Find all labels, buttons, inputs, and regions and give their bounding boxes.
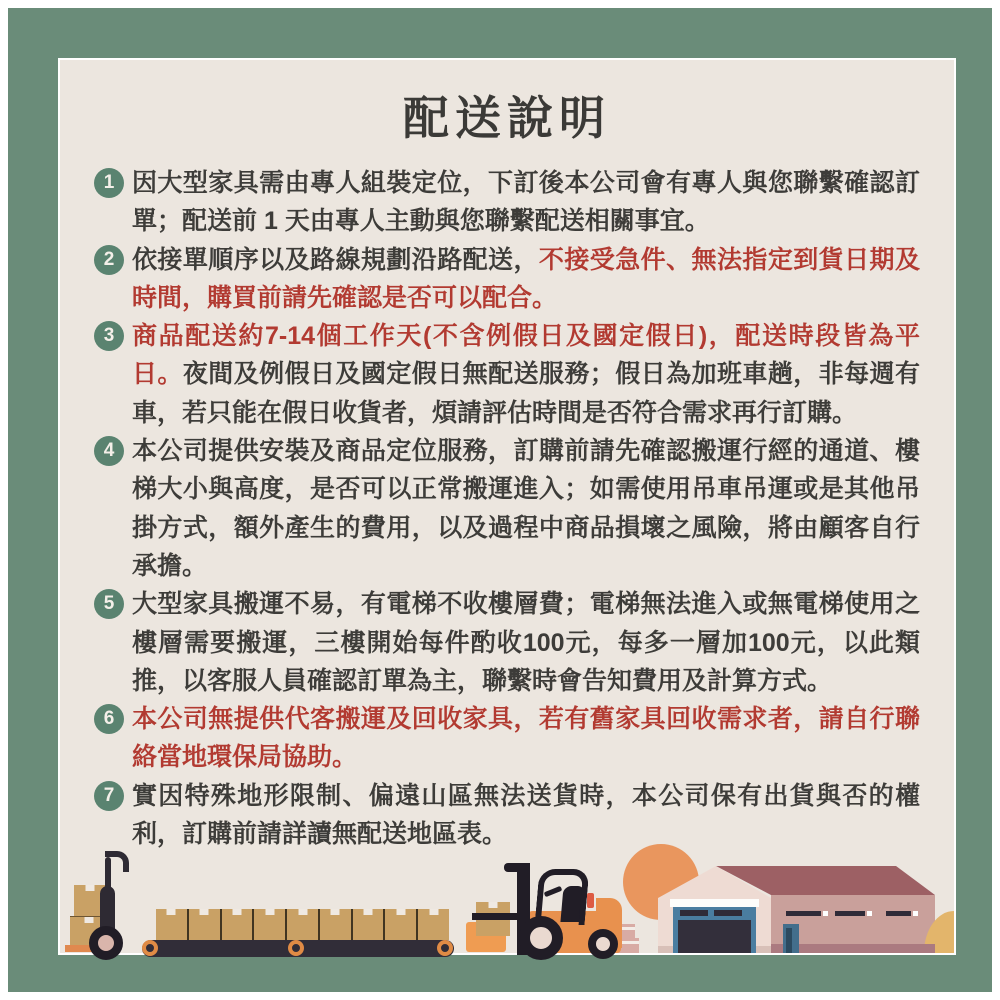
cardboard-box-icon [254,909,287,940]
cardboard-box-icon [189,909,222,940]
cardboard-box-icon [222,909,255,940]
forklift-fork [472,913,524,920]
box-flap [232,909,241,915]
gable-base [755,946,771,953]
box-flap [265,909,274,915]
note-text-segment: 大型家具搬運不易，有電梯不收樓層費；電梯無法進入或無電梯使用之樓層需要搬運，三樓開始每件酌收100元，每多一層加100元，以此類推，以客服人員確認訂單為主，聯繫時會告知費用及計算方式。 [132,590,920,695]
delivery-note-item [94,700,920,777]
forklift-body [525,911,621,953]
hand-truck-toe-plate [65,945,110,952]
delivery-note-item [94,777,920,854]
cardboard-box-icon [418,909,449,940]
orange-box-icon [466,922,506,952]
delivery-note-item [94,585,920,700]
warehouse-window-icon [786,911,821,916]
delivery-note-item [94,241,920,318]
box-flap [489,902,498,908]
warehouse-window-icon [886,911,911,916]
note-text-segment: 實因特殊地形限制、偏遠山區無法送貨時，本公司保有出貨與否的權利，訂購前請詳讀無配送地區表。 [132,781,920,849]
warehouse-roof [716,866,935,895]
page-title: 配送說明 [403,92,611,144]
cardboard-box-icon [476,902,510,936]
note-text [132,585,920,700]
hand-truck-wheel-icon [89,926,123,960]
warehouse-front-gable [658,866,771,953]
cardboard-box-icon [320,909,353,940]
cardboard-box-icon [156,909,189,940]
forklift-rear-body [596,898,622,948]
forklift-steering-wheel-icon [544,886,563,897]
delivery-note-item [94,164,920,241]
garage-beam [670,899,759,907]
box-flap [364,909,373,915]
forklift-mast-cap [504,863,530,872]
box-flap [167,909,176,915]
item-number-badge: 4 [94,436,124,466]
parcel-box-icon [612,938,639,953]
conveyor-roller-icon [288,940,304,956]
note-text-segment: 不接受急件、無法指定到貨日期及時間，購買前請先確認是否可以配合。 [132,245,920,312]
note-text-segment: 夜間及例假日及國定假日無配送服務；假日為加班車趟，非每週有車，若只能在假日收貨者，煩請評估時間是否符合需求再行訂購。 [132,360,920,427]
box-flap [200,909,209,915]
box-flap [86,885,95,891]
warehouse-window-dot [823,911,828,916]
conveyor-box-row [156,909,449,940]
parcel-tape [612,941,639,944]
note-text [132,777,920,854]
conveyor-belt [142,940,454,957]
cardboard-box-icon [385,909,418,940]
sun-icon [623,844,699,920]
note-text [132,164,920,241]
garage-vent-icon [714,910,742,916]
item-number-badge: 6 [94,704,124,734]
delivery-notes-list [94,164,920,853]
box-flap [85,917,94,923]
garage-vent-icon [680,910,708,916]
cardboard-box-icon [287,909,320,940]
box-flap [396,909,405,915]
conveyor-roller-icon [437,940,453,956]
hand-truck-bar [105,857,111,949]
garage-door-frame [673,907,756,953]
note-text [132,700,920,777]
forklift-front-wheel-icon [519,916,563,960]
warehouse-side-door-icon [783,924,799,953]
warehouse-window-dot [913,911,918,916]
warehouse-window-dot [867,911,872,916]
note-text-segment: 依接單順序以及路線規劃沿路配送， [132,245,539,274]
forklift-seat [560,886,585,922]
delivery-info-panel [60,60,954,953]
warehouse-window-icon [835,911,865,916]
note-text [132,432,920,585]
item-number-badge: 1 [94,168,124,198]
forklift-rear-wheel-icon [588,929,618,959]
warehouse-side-wall [771,895,935,953]
note-text-segment: 本公司提供安裝及商品定位服務，訂購前請先確認搬運行經的通道、樓梯大小與高度，是否可以正常搬運進入；如需使用吊車吊運或是其他吊掛方式，額外產生的費用，以及過程中商品損壞之風險，將由顧客自行承擔。 [132,437,920,580]
gable-base [658,946,674,953]
box-flap [298,909,307,915]
note-text-segment: 本公司無提供代客搬運及回收家具，若有舊家具回收需求者，請自行聯絡當地環保局協助。 [132,705,920,772]
cardboard-box-icon [70,916,108,948]
door-panel [786,928,792,953]
delivery-note-item [94,317,920,432]
note-text [132,241,920,318]
forklift-cage [535,869,590,925]
item-number-badge: 2 [94,245,124,275]
note-text [132,317,920,432]
parcel-tape [617,927,635,930]
note-text-segment: 因大型家具需由專人組裝定位，下訂後本公司會有專人與您聯繫確認訂單；配送前 1 天由專人主動與您聯繫配送相關事宜。 [132,169,920,236]
item-number-badge: 7 [94,781,124,811]
note-text-segment: 商品配送約7-14個工作天(不含例假日及國定假日)，配送時段皆為平日。 [132,322,920,389]
cardboard-box-icon [353,909,386,940]
delivery-note-item [94,432,920,585]
conveyor-roller-icon [142,940,158,956]
item-number-badge: 3 [94,321,124,351]
warehouse-wall-base [771,944,935,953]
hill-shape [924,911,954,953]
garage-door-icon [678,920,751,953]
green-frame [8,8,992,992]
hand-truck-handle [105,851,129,872]
forklift-tail-light-icon [587,893,594,908]
cardboard-box-icon [74,885,106,916]
forklift-mast [517,863,530,955]
hand-truck-grip [100,886,115,938]
parcel-box-icon [617,924,635,938]
box-flap [429,909,438,915]
item-number-badge: 5 [94,589,124,619]
box-flap [331,909,340,915]
